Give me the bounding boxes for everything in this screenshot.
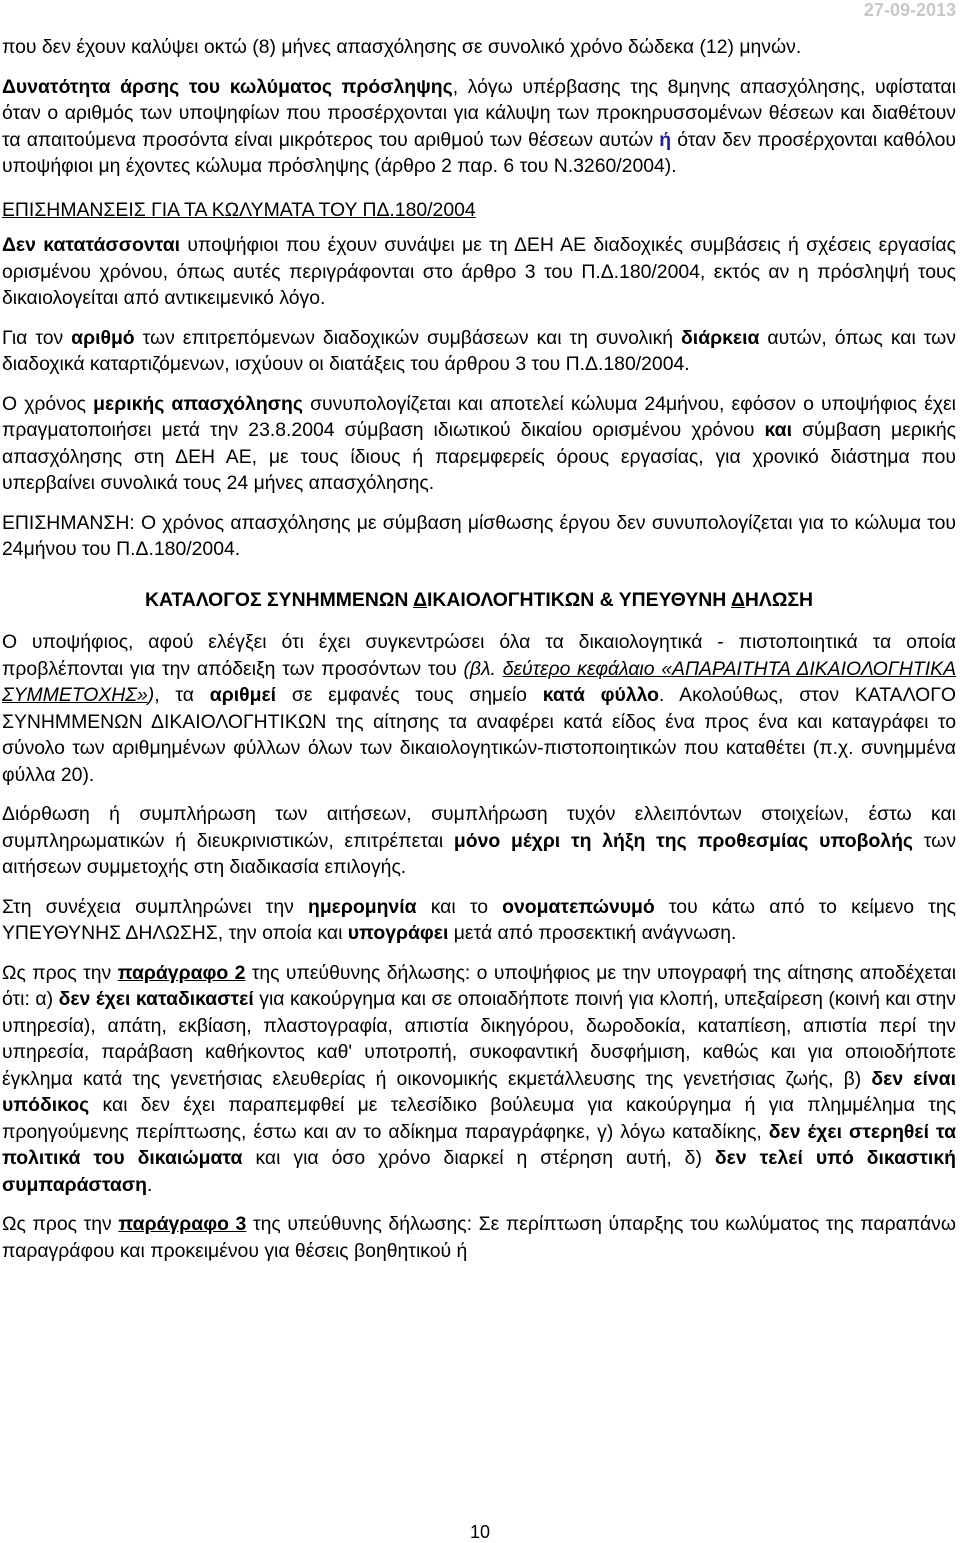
paragraph-7: Ο υποψήφιος, αφού ελέγξει ότι έχει συγκεντρώσει όλα τα δικαιολογητικά - πιστοποιητικά τα οποία προβλέπονται για την απόδειξη των προσόντων του (βλ. δεύτερο κεφάλαιο «ΑΠΑΡΑΙΤΗΤΑ ΔΙΚΑΙΟΛΟΓΗΤΙΚΑ ΣΥΜΜΕΤΟΧΗΣ»), τα αριθμεί σε εμφανές τους σημείο κατά φύλλο. Ακολούθως, στον ΚΑΤΑΛΟΓΟ ΣΥΝΗΜΜΕΝΩΝ ΔΙΚΑΙΟΛΟΓΗΤΙΚΩΝ της αίτησης τα αναφέρει κατά είδος ένα προς ένα και καταγράφει το σύνολο των αριθμημένων φύλλων όλων των δικαιολογητικών-πιστοποιητικών που καταθέτει (π.χ. συνημμένα φύλλα 20).: [2, 631, 957, 786]
paragraph-5: Ο χρόνος μερικής απασχόλησης συνυπολογίζεται και αποτελεί κώλυμα 24μήνου, εφόσον ο υποψήφιος έχει πραγματοποιήσει μετά την 23.8.2004 σύμβαση ιδιωτικού δικαίου ορισμένου χρόνου και σύμβαση μερικής απασχόλησης στη ΔΕΗ ΑΕ, με τους ίδιους ή παρεμφερείς όρους εργασίας, για χρονικό διάστημα που υπερβαίνει συνολικά τους 24 μήνες απασχόλησης.: [2, 392, 956, 494]
document-body: [2, 34, 956, 1277]
section-title: ΚΑΤΑΛΟΓΟΣ ΣΥΝΗΜΜΕΝΩΝ ΔΙΚΑΙΟΛΟΓΗΤΙΚΩΝ & ΥΠΕΥΘΥΝΗ ΔΗΛΩΣΗ: [144, 588, 814, 611]
paragraph-2: Δυνατότητα άρσης του κωλύματος πρόσληψης, λόγω υπέρβασης της 8μηνης απασχόλησης, υφίσταται όταν ο αριθμός των υποψηφίων που προσέρχονται για κάλυψη των προκηρυσσομένων θέσεων και διαθέτουν τα απαιτούμενα προσόντα είναι μικρότερος του αριθμού των θέσεων αυτών ή όταν δεν προσέρχονται καθόλου υποψήφιοι μη έχοντες κώλυμα πρόσληψης (άρθρο 2 παρ. 6 του Ν.3260/2004).: [2, 75, 957, 177]
paragraph-8: Διόρθωση ή συμπλήρωση των αιτήσεων, συμπλήρωση τυχόν ελλειπόντων στοιχείων, έστω και συμπληρωματικών ή διευκρινιστικών, επιτρέπεται μόνο μέχρι τη λήξη της προθεσμίας υποβολής των αιτήσεων συμμετοχής στη διαδικασία επιλογής.: [2, 803, 957, 878]
header-date: 27-09-2013: [863, 0, 956, 20]
paragraph-4: Για τον αριθμό των επιτρεπόμενων διαδοχικών συμβάσεων και τη συνολική διάρκεια αυτών, όπως και των διαδοχικά καταρτιζόμενων, ισχύουν οι διατάξεις του άρθρου 3 του Π.Δ.180/2004.: [2, 326, 957, 375]
paragraph-10: Ως προς την παράγραφο 2 της υπεύθυνης δήλωσης: ο υποψήφιος με την υπογραφή της αίτησης αποδέχεται ότι: α) δεν έχει καταδικαστεί για κακούργημα και σε οποιαδήποτε ποινή για κλοπή, υπεξαίρεση (κοινή και στην υπηρεσία), απάτη, εκβίαση, πλαστογραφία, απιστία δικηγόρου, δωροδοκία, καταπίεση, απιστία περί την υπηρεσία, παράβαση καθήκοντος καθ' υποτροπή, συκοφαντική δυσφήμιση, καθώς και για οποιοδήποτε έγκλημα κατά της γενετήσιας ελευθερίας ή οικονομικής εκμετάλλευσης της γενετήσιας ζωής, β) δεν είναι υπόδικος και δεν έχει παραπεμφθεί με τελεσίδικο βούλευμα για κακούργημα ή για πλημμέλημα της προηγούμενης περίπτωσης, έστω και αν το αδίκημα παραγράφηκε, γ) λόγω καταδίκης, δεν έχει στερηθεί τα πολιτικά του δικαιώματα και για όσο χρόνο διαρκεί η στέρηση αυτή, δ) δεν τελεί υπό δικαστική συμπαράσταση.: [2, 961, 957, 1196]
subheading-kolymata: ΕΠΙΣΗΜΑΝΣΕΙΣ ΓΙΑ ΤΑ ΚΩΛΥΜΑΤΑ ΤΟΥ ΠΔ.180/2004: [2, 198, 476, 221]
page-number: 10: [469, 1522, 491, 1542]
paragraph-3: Δεν κατατάσσονται υποψήφιοι που έχουν συνάψει με τη ΔΕΗ ΑΕ διαδοχικές συμβάσεις ή σχέσεις εργασίας ορισμένου χρόνου, όπως αυτές περιγράφονται στο άρθρο 3 του Π.Δ.180/2004, εκτός αν η πρόσληψή τους δικαιολογείται από αντικειμενικό λόγο.: [2, 234, 956, 309]
paragraph-11: Ως προς την παράγραφο 3 της υπεύθυνης δήλωσης: Σε περίπτωση ύπαρξης του κωλύματος της παραπάνω παραγράφου και προκειμένου για θέσεις βοηθητικού ή: [2, 1213, 956, 1262]
paragraph-1: που δεν έχουν καλύψει οκτώ (8) μήνες απασχόλησης σε συνολικό χρόνο δώδεκα (12) μηνών.: [2, 36, 802, 58]
paragraph-6: ΕΠΙΣΗΜΑΝΣΗ: Ο χρόνος απασχόλησης με σύμβαση μίσθωσης έργου δεν συνυπολογίζεται για το κώλυμα του 24μήνου του Π.Δ.180/2004.: [2, 511, 956, 560]
paragraph-9: Στη συνέχεια συμπληρώνει την ημερομηνία και το ονοματεπώνυμό του κάτω από το κείμενο της ΥΠΕΥΘΥΝΗΣ ΔΗΛΩΣΗΣ, την οποία και υπογράφει μετά από προσεκτική ανάγνωση.: [2, 895, 956, 944]
